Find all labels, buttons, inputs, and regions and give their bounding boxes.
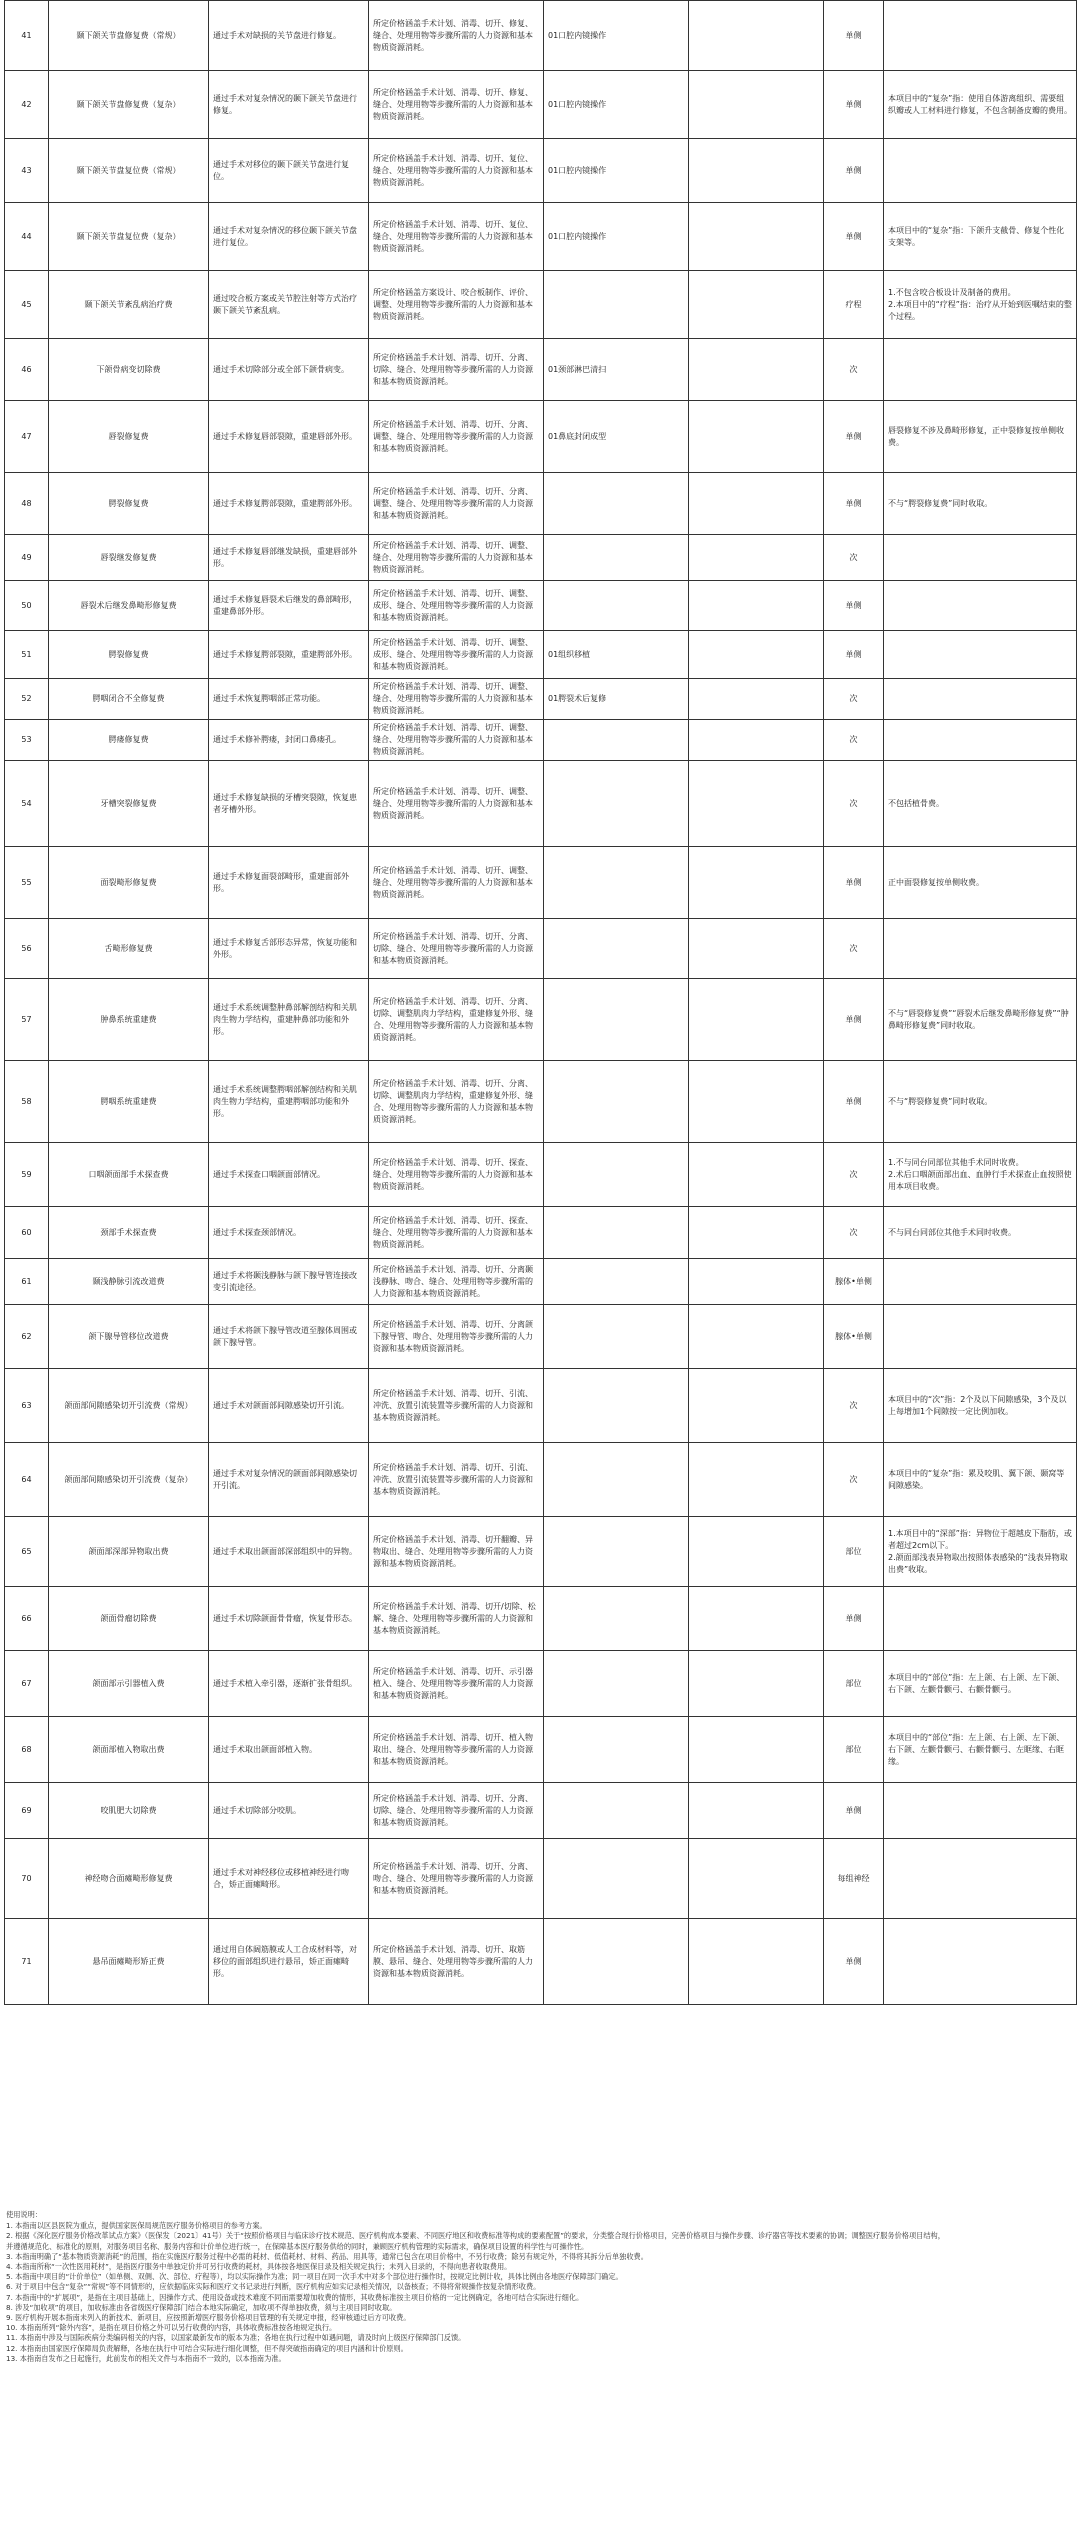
item-name: 腭瘘修复费 bbox=[49, 720, 209, 761]
table-row bbox=[5, 535, 1077, 581]
item-blank-cell bbox=[689, 1651, 824, 1717]
item-connotation: 通过手术探查颈部情况。 bbox=[209, 1207, 369, 1259]
item-content: 所定价格涵盖手术计划、消毒、切开、调整、缝合、处理用物等步骤所需的人力资源和基本物质资源消耗。 bbox=[369, 720, 544, 761]
item-blank-cell bbox=[689, 1717, 824, 1783]
table-row bbox=[5, 473, 1077, 535]
item-blank-cell bbox=[689, 1061, 824, 1143]
table-row bbox=[5, 761, 1077, 847]
item-content: 所定价格涵盖手术计划、消毒、切开、复位、缝合、处理用物等步骤所需的人力资源和基本物质资源消耗。 bbox=[369, 139, 544, 203]
item-blank-cell bbox=[689, 1, 824, 71]
item-content: 所定价格涵盖手术计划、消毒、切开、调整、成形、缝合、处理用物等步骤所需的人力资源和基本物质资源消耗。 bbox=[369, 581, 544, 631]
item-content: 所定价格涵盖手术计划、消毒、切开、修复、缝合、处理用物等步骤所需的人力资源和基本物质资源消耗。 bbox=[369, 71, 544, 139]
item-content: 所定价格涵盖手术计划、消毒、切开、分离、吻合、缝合、处理用物等步骤所需的人力资源和基本物质资源消耗。 bbox=[369, 1839, 544, 1919]
item-note bbox=[884, 919, 1077, 979]
note-line: 13. 本指南自发布之日起施行，此前发布的相关文件与本指南不一致的，以本指南为准。 bbox=[6, 2353, 286, 2363]
item-content: 所定价格涵盖手术计划、消毒、切开、植入物取出、缝合、处理用物等步骤所需的人力资源和基本物质资源消耗。 bbox=[369, 1717, 544, 1783]
item-unit: 次 bbox=[824, 1207, 884, 1259]
item-note: 本项目中的“复杂”指：下颌升支截骨、修复个性化支架等。 bbox=[884, 203, 1077, 271]
item-name: 颌面部间隙感染切开引流费（常规） bbox=[49, 1369, 209, 1443]
item-content: 所定价格涵盖手术计划、消毒、切开、引流、冲洗、放置引流装置等步骤所需的人力资源和基本物质资源消耗。 bbox=[369, 1369, 544, 1443]
item-connotation: 通过手术修复腭部裂隙，重建腭部外形。 bbox=[209, 473, 369, 535]
table-row bbox=[5, 1651, 1077, 1717]
item-note bbox=[884, 720, 1077, 761]
item-blank-cell bbox=[689, 1305, 824, 1369]
item-content: 所定价格涵盖手术计划、消毒、切开、分离、切除、缝合、处理用物等步骤所需的人力资源和基本物质资源消耗。 bbox=[369, 1783, 544, 1839]
item-name: 颞下颌关节盘修复费（复杂） bbox=[49, 71, 209, 139]
table-row bbox=[5, 1305, 1077, 1369]
usage-notes bbox=[6, 2210, 1070, 2364]
row-number: 70 bbox=[5, 1839, 49, 1919]
item-connotation: 通过手术修复腭部裂隙，重建腭部外形。 bbox=[209, 631, 369, 679]
item-connotation: 通过手术系统调整肿鼻部解剖结构和关肌肉生物力学结构，重建肿鼻部功能和外形。 bbox=[209, 979, 369, 1061]
item-note bbox=[884, 339, 1077, 401]
row-number: 41 bbox=[5, 1, 49, 71]
item-blank-cell bbox=[689, 720, 824, 761]
item-blank-cell bbox=[689, 473, 824, 535]
item-exclusion bbox=[544, 919, 689, 979]
item-exclusion bbox=[544, 1061, 689, 1143]
item-name: 牙槽突裂修复费 bbox=[49, 761, 209, 847]
item-exclusion bbox=[544, 1919, 689, 2005]
item-note bbox=[884, 1839, 1077, 1919]
row-number: 44 bbox=[5, 203, 49, 271]
item-exclusion bbox=[544, 535, 689, 581]
item-exclusion: 01口腔内镜操作 bbox=[544, 71, 689, 139]
item-exclusion: 01口腔内镜操作 bbox=[544, 203, 689, 271]
item-connotation: 通过手术系统调整腭咽部解剖结构和关肌肉生物力学结构，重建腭咽部功能和外形。 bbox=[209, 1061, 369, 1143]
item-note: 1.本项目中的“深部”指：异物位于超越皮下脂肪，或者超过2cm以下。 2.颌面部浅表异物取出按照体表感染的“浅表异物取出费”收取。 bbox=[884, 1517, 1077, 1587]
table-row bbox=[5, 847, 1077, 919]
item-exclusion bbox=[544, 979, 689, 1061]
item-exclusion bbox=[544, 1717, 689, 1783]
row-number: 46 bbox=[5, 339, 49, 401]
item-unit: 疗程 bbox=[824, 271, 884, 339]
item-connotation: 通过手术切除部分或全部下颌骨病变。 bbox=[209, 339, 369, 401]
item-connotation: 通过手术修复唇部裂隙，重建唇部外形。 bbox=[209, 401, 369, 473]
item-note: 不与“唇裂修复费”“唇裂术后继发鼻畸形修复费”“肿鼻畸形修复费”同时收取。 bbox=[884, 979, 1077, 1061]
item-exclusion bbox=[544, 1369, 689, 1443]
row-number: 56 bbox=[5, 919, 49, 979]
item-note bbox=[884, 1587, 1077, 1651]
table-row bbox=[5, 271, 1077, 339]
table-row bbox=[5, 919, 1077, 979]
table-row bbox=[5, 679, 1077, 720]
item-unit: 腺体•单侧 bbox=[824, 1259, 884, 1305]
table-row bbox=[5, 1717, 1077, 1783]
item-note bbox=[884, 1259, 1077, 1305]
item-name: 颈部手术探查费 bbox=[49, 1207, 209, 1259]
item-blank-cell bbox=[689, 271, 824, 339]
item-connotation: 通过手术修复唇部继发缺损，重建唇部外形。 bbox=[209, 535, 369, 581]
row-number: 65 bbox=[5, 1517, 49, 1587]
item-name: 颞下颌关节紊乱病治疗费 bbox=[49, 271, 209, 339]
item-unit: 单侧 bbox=[824, 71, 884, 139]
item-note: 本项目中的“复杂”指：使用自体游离组织、需要组织瓣或人工材料进行修复，不包含制备皮瓣的费用。 bbox=[884, 71, 1077, 139]
item-content: 所定价格涵盖手术计划、消毒、切开、分离颞浅静脉、吻合、缝合、处理用物等步骤所需的人力资源和基本物质资源消耗。 bbox=[369, 1259, 544, 1305]
item-connotation: 通过手术切除颌面骨骨瘤，恢复骨形态。 bbox=[209, 1587, 369, 1651]
table-row bbox=[5, 720, 1077, 761]
row-number: 42 bbox=[5, 71, 49, 139]
item-connotation: 通过手术对复杂情况的移位颞下颌关节盘进行复位。 bbox=[209, 203, 369, 271]
item-unit: 次 bbox=[824, 535, 884, 581]
item-unit: 单侧 bbox=[824, 581, 884, 631]
item-unit: 部位 bbox=[824, 1717, 884, 1783]
table-row bbox=[5, 1783, 1077, 1839]
table-row bbox=[5, 1919, 1077, 2005]
item-exclusion bbox=[544, 473, 689, 535]
item-blank-cell bbox=[689, 919, 824, 979]
item-name: 口咽颌面部手术探查费 bbox=[49, 1143, 209, 1207]
item-connotation: 通过手术取出颌面部植入物。 bbox=[209, 1717, 369, 1783]
item-name: 悬吊面瘫畸形矫正费 bbox=[49, 1919, 209, 2005]
item-note: 不与“腭裂修复费”同时收取。 bbox=[884, 1061, 1077, 1143]
item-connotation: 通过手术对颌面部间隙感染切开引流。 bbox=[209, 1369, 369, 1443]
item-unit: 单侧 bbox=[824, 1587, 884, 1651]
item-blank-cell bbox=[689, 979, 824, 1061]
table-row bbox=[5, 1587, 1077, 1651]
row-number: 52 bbox=[5, 679, 49, 720]
item-note: 不与同台同部位其他手术同时收费。 bbox=[884, 1207, 1077, 1259]
item-name: 颞下颌关节盘修复费（常规） bbox=[49, 1, 209, 71]
item-name: 颌面部深部异物取出费 bbox=[49, 1517, 209, 1587]
item-unit: 单侧 bbox=[824, 1061, 884, 1143]
item-unit: 次 bbox=[824, 339, 884, 401]
item-unit: 单侧 bbox=[824, 139, 884, 203]
note-line: 5. 本指南中项目的“计价单位”（如单侧、双侧、次、部位、疗程等），均以实际操作为准；同一项目在同一次手术中对多个部位进行操作时，按规定比例计收，具体比例由各地医疗保障部门确定。 bbox=[6, 2272, 623, 2282]
item-content: 所定价格涵盖手术计划、消毒、切开、调整、成形、缝合、处理用物等步骤所需的人力资源和基本物质资源消耗。 bbox=[369, 631, 544, 679]
item-unit: 单侧 bbox=[824, 473, 884, 535]
item-note bbox=[884, 1919, 1077, 2005]
item-connotation: 通过手术修复舌部形态异常，恢复功能和外形。 bbox=[209, 919, 369, 979]
item-name: 下颌骨病变切除费 bbox=[49, 339, 209, 401]
item-unit: 单侧 bbox=[824, 1919, 884, 2005]
item-name: 颌面部植入物取出费 bbox=[49, 1717, 209, 1783]
row-number: 62 bbox=[5, 1305, 49, 1369]
row-number: 54 bbox=[5, 761, 49, 847]
item-content: 所定价格涵盖手术计划、消毒、切开、引流、冲洗、放置引流装置等步骤所需的人力资源和基本物质资源消耗。 bbox=[369, 1443, 544, 1517]
table-row bbox=[5, 1443, 1077, 1517]
row-number: 61 bbox=[5, 1259, 49, 1305]
item-exclusion: 01颈部淋巴清扫 bbox=[544, 339, 689, 401]
item-connotation: 通过手术修复面裂部畸形，重建面部外形。 bbox=[209, 847, 369, 919]
table-row bbox=[5, 1839, 1077, 1919]
item-exclusion bbox=[544, 1517, 689, 1587]
item-content: 所定价格涵盖手术计划、消毒、切开、示引器植入、缝合、处理用物等步骤所需的人力资源和基本物质资源消耗。 bbox=[369, 1651, 544, 1717]
table-row bbox=[5, 1, 1077, 71]
note-line: 11. 本指南中涉及与国际疾病分类编码相关的内容，以国家最新发布的版本为准；各地在执行过程中如遇问题，请及时向上级医疗保障部门反馈。 bbox=[6, 2333, 466, 2343]
item-unit: 次 bbox=[824, 761, 884, 847]
row-number: 58 bbox=[5, 1061, 49, 1143]
item-exclusion bbox=[544, 271, 689, 339]
item-name: 腭咽系统重建费 bbox=[49, 1061, 209, 1143]
item-connotation: 通过手术对移位的颞下颌关节盘进行复位。 bbox=[209, 139, 369, 203]
item-blank-cell bbox=[689, 1783, 824, 1839]
row-number: 59 bbox=[5, 1143, 49, 1207]
item-exclusion bbox=[544, 1259, 689, 1305]
item-content: 所定价格涵盖手术计划、消毒、切开、调整、缝合、处理用物等步骤所需的人力资源和基本物质资源消耗。 bbox=[369, 679, 544, 720]
item-exclusion bbox=[544, 1651, 689, 1717]
item-unit: 单侧 bbox=[824, 631, 884, 679]
item-content: 所定价格涵盖手术计划、消毒、切开、分离、调整、缝合、处理用物等步骤所需的人力资源和基本物质资源消耗。 bbox=[369, 473, 544, 535]
item-connotation: 通过手术将颞浅静脉与颌下腺导管连接改变引流途径。 bbox=[209, 1259, 369, 1305]
item-note bbox=[884, 139, 1077, 203]
item-content: 所定价格涵盖手术计划、消毒、切开翻瓣、异物取出、缝合、处理用物等步骤所需的人力资源和基本物质资源消耗。 bbox=[369, 1517, 544, 1587]
item-blank-cell bbox=[689, 761, 824, 847]
note-line: 并遵循规范化、标准化的原则，对服务项目名称、服务内容和计价单位进行统一，在保障基本医疗服务供给的同时，兼顾医疗机构管理的实际需求，确保项目设置的科学性与可操作性。 bbox=[6, 2241, 589, 2251]
table-row bbox=[5, 71, 1077, 139]
row-number: 49 bbox=[5, 535, 49, 581]
item-exclusion: 01腭裂术后复修 bbox=[544, 679, 689, 720]
item-unit: 单侧 bbox=[824, 847, 884, 919]
item-content: 所定价格涵盖手术计划、消毒、切开、探查、缝合、处理用物等步骤所需的人力资源和基本物质资源消耗。 bbox=[369, 1207, 544, 1259]
item-unit: 次 bbox=[824, 1369, 884, 1443]
item-connotation: 通过手术对复杂情况的颞下颌关节盘进行修复。 bbox=[209, 71, 369, 139]
item-blank-cell bbox=[689, 581, 824, 631]
item-unit: 次 bbox=[824, 679, 884, 720]
item-name: 颌下腺导管移位改道费 bbox=[49, 1305, 209, 1369]
item-unit: 次 bbox=[824, 919, 884, 979]
row-number: 66 bbox=[5, 1587, 49, 1651]
item-connotation: 通过手术对复杂情况的颌面部间隙感染切开引流。 bbox=[209, 1443, 369, 1517]
item-exclusion bbox=[544, 761, 689, 847]
item-unit: 次 bbox=[824, 1443, 884, 1517]
row-number: 55 bbox=[5, 847, 49, 919]
table-row bbox=[5, 1517, 1077, 1587]
note-line: 3. 本指南明确了“基本物质资源消耗”的范围，指在实施医疗服务过程中必需的耗材、低值耗材、材料、药品、用具等，通常已包含在项目价格中，不另行收费；除另有规定外，不得将其拆分后单独收费。 bbox=[6, 2251, 648, 2261]
item-name: 神经吻合面瘫畸形修复费 bbox=[49, 1839, 209, 1919]
item-unit: 单侧 bbox=[824, 979, 884, 1061]
row-number: 71 bbox=[5, 1919, 49, 2005]
item-unit: 单侧 bbox=[824, 1783, 884, 1839]
item-blank-cell bbox=[689, 203, 824, 271]
item-note bbox=[884, 631, 1077, 679]
item-blank-cell bbox=[689, 1919, 824, 2005]
item-note bbox=[884, 581, 1077, 631]
item-exclusion bbox=[544, 1839, 689, 1919]
item-content: 所定价格涵盖手术计划、消毒、切开、分离颌下腺导管、吻合、处理用物等步骤所需的人力资源和基本物质资源消耗。 bbox=[369, 1305, 544, 1369]
item-blank-cell bbox=[689, 631, 824, 679]
item-name: 颞下颌关节盘复位费（常规） bbox=[49, 139, 209, 203]
row-number: 63 bbox=[5, 1369, 49, 1443]
row-number: 51 bbox=[5, 631, 49, 679]
item-exclusion bbox=[544, 720, 689, 761]
table-row bbox=[5, 1061, 1077, 1143]
item-connotation: 通过手术探查口咽颌面部情况。 bbox=[209, 1143, 369, 1207]
item-note bbox=[884, 679, 1077, 720]
item-connotation: 通过用自体阔筋膜或人工合成材料等，对移位的面部组织进行悬吊，矫正面瘫畸形。 bbox=[209, 1919, 369, 2005]
item-content: 所定价格涵盖手术计划、消毒、切开、探查、缝合、处理用物等步骤所需的人力资源和基本物质资源消耗。 bbox=[369, 1143, 544, 1207]
item-unit: 单侧 bbox=[824, 1, 884, 71]
item-name: 唇裂继发修复费 bbox=[49, 535, 209, 581]
item-name: 唇裂修复费 bbox=[49, 401, 209, 473]
note-line: 6. 对于项目中包含“复杂”“常规”等不同情形的，应依据临床实际和医疗文书记录进行判断，医疗机构应如实记录相关情况，以备核查；不得将常规操作按复杂情形收费。 bbox=[6, 2282, 541, 2292]
item-content: 所定价格涵盖手术计划、消毒、切开、复位、缝合、处理用物等步骤所需的人力资源和基本物质资源消耗。 bbox=[369, 203, 544, 271]
price-item-table bbox=[4, 0, 1077, 2005]
row-number: 48 bbox=[5, 473, 49, 535]
item-content: 所定价格涵盖手术计划、消毒、切开、调整、缝合、处理用物等步骤所需的人力资源和基本物质资源消耗。 bbox=[369, 847, 544, 919]
item-note: 本项目中的“部位”指：左上颌、右上颌、左下颌、右下颌、左颧骨颧弓、右颧骨颧弓。 bbox=[884, 1651, 1077, 1717]
price-item-table-area bbox=[4, 0, 1076, 2005]
row-number: 53 bbox=[5, 720, 49, 761]
item-content: 所定价格涵盖手术计划、消毒、切开、分离、切除、调整肌肉力学结构，重建修复外形、缝合、处理用物等步骤所需的人力资源和基本物质资源消耗。 bbox=[369, 979, 544, 1061]
item-content: 所定价格涵盖手术计划、消毒、切开、分离、切除、调整肌肉力学结构，重建修复外形、缝合、处理用物等步骤所需的人力资源和基本物质资源消耗。 bbox=[369, 1061, 544, 1143]
table-row bbox=[5, 203, 1077, 271]
item-blank-cell bbox=[689, 71, 824, 139]
table-row bbox=[5, 1207, 1077, 1259]
item-blank-cell bbox=[689, 1143, 824, 1207]
item-content: 所定价格涵盖手术计划、消毒、切开、分离、调整、缝合、处理用物等步骤所需的人力资源和基本物质资源消耗。 bbox=[369, 401, 544, 473]
row-number: 68 bbox=[5, 1717, 49, 1783]
item-note: 唇裂修复不涉及鼻畸形修复，正中裂修复按单侧收费。 bbox=[884, 401, 1077, 473]
row-number: 60 bbox=[5, 1207, 49, 1259]
item-note bbox=[884, 535, 1077, 581]
row-number: 50 bbox=[5, 581, 49, 631]
item-name: 腭咽闭合不全修复费 bbox=[49, 679, 209, 720]
table-row bbox=[5, 631, 1077, 679]
note-line: 2. 根据《深化医疗服务价格改革试点方案》（医保发〔2021〕41号）关于“按照价格项目与临床诊疗技术规范、医疗机构成本要素、不同医疗地区和收费标准等构成的要素配置”的要求，分类整合现行价格项目，完善价格项目与操作步骤、诊疗器官等技术要素的协调；调整医疗服务价格项目结构， bbox=[6, 2231, 945, 2241]
item-unit: 次 bbox=[824, 1143, 884, 1207]
row-number: 47 bbox=[5, 401, 49, 473]
row-number: 43 bbox=[5, 139, 49, 203]
table-row bbox=[5, 401, 1077, 473]
table-row bbox=[5, 1143, 1077, 1207]
item-content: 所定价格涵盖手术计划、消毒、切开、分离、切除、缝合、处理用物等步骤所需的人力资源和基本物质资源消耗。 bbox=[369, 339, 544, 401]
item-connotation: 通过手术对缺损的关节盘进行修复。 bbox=[209, 1, 369, 71]
row-number: 57 bbox=[5, 979, 49, 1061]
item-exclusion bbox=[544, 1143, 689, 1207]
item-unit: 单侧 bbox=[824, 203, 884, 271]
item-content: 所定价格涵盖手术计划、消毒、切开、分离、切除、缝合、处理用物等步骤所需的人力资源和基本物质资源消耗。 bbox=[369, 919, 544, 979]
item-note: 不与“腭裂修复费”同时收取。 bbox=[884, 473, 1077, 535]
item-blank-cell bbox=[689, 1839, 824, 1919]
item-note bbox=[884, 1783, 1077, 1839]
row-number: 64 bbox=[5, 1443, 49, 1517]
item-connotation: 通过手术植入牵引器，逐渐扩张骨组织。 bbox=[209, 1651, 369, 1717]
notes-list bbox=[6, 2221, 1070, 2364]
item-name: 颞下颌关节盘复位费（复杂） bbox=[49, 203, 209, 271]
item-blank-cell bbox=[689, 339, 824, 401]
table-row bbox=[5, 1369, 1077, 1443]
notes-title: 使用说明： bbox=[6, 2210, 42, 2219]
item-content: 所定价格涵盖手术计划、消毒、切开/切除、松解、缝合、处理用物等步骤所需的人力资源和基本物质资源消耗。 bbox=[369, 1587, 544, 1651]
item-content: 所定价格涵盖手术计划、消毒、切开、调整、缝合、处理用物等步骤所需的人力资源和基本物质资源消耗。 bbox=[369, 535, 544, 581]
item-connotation: 通过手术取出颌面部深部组织中的异物。 bbox=[209, 1517, 369, 1587]
item-exclusion bbox=[544, 1305, 689, 1369]
table-row bbox=[5, 139, 1077, 203]
item-unit: 腺体•单侧 bbox=[824, 1305, 884, 1369]
item-exclusion bbox=[544, 1207, 689, 1259]
item-name: 舌畸形修复费 bbox=[49, 919, 209, 979]
item-content: 所定价格涵盖方案设计、咬合板制作、评价、调整、处理用物等步骤所需的人力资源和基本物质资源消耗。 bbox=[369, 271, 544, 339]
item-unit: 每组神经 bbox=[824, 1839, 884, 1919]
item-blank-cell bbox=[689, 1443, 824, 1517]
item-name: 颌面部间隙感染切开引流费（复杂） bbox=[49, 1443, 209, 1517]
item-blank-cell bbox=[689, 1259, 824, 1305]
note-line: 12. 本指南由国家医疗保障局负责解释，各地在执行中可结合实际进行细化调整，但不得突破指南确定的项目内涵和计价原则。 bbox=[6, 2343, 408, 2353]
item-unit: 部位 bbox=[824, 1517, 884, 1587]
item-content: 所定价格涵盖手术计划、消毒、切开、修复、缝合、处理用物等步骤所需的人力资源和基本物质资源消耗。 bbox=[369, 1, 544, 71]
row-number: 45 bbox=[5, 271, 49, 339]
item-connotation: 通过咬合板方案或关节腔注射等方式治疗颞下颌关节紊乱病。 bbox=[209, 271, 369, 339]
item-connotation: 通过手术将颌下腺导管改道至腺体周围或颌下腺导管。 bbox=[209, 1305, 369, 1369]
item-blank-cell bbox=[689, 1587, 824, 1651]
item-connotation: 通过手术修补腭瘘，封闭口鼻瘘孔。 bbox=[209, 720, 369, 761]
note-line: 10. 本指南所列“除外内容”，是指在项目价格之外可以另行收费的内容，具体收费标准按各地规定执行。 bbox=[6, 2323, 337, 2333]
item-connotation: 通过手术对神经移位或移植神经进行吻合，矫正面瘫畸形。 bbox=[209, 1839, 369, 1919]
item-unit: 次 bbox=[824, 720, 884, 761]
item-exclusion bbox=[544, 581, 689, 631]
item-exclusion: 01口腔内镜操作 bbox=[544, 139, 689, 203]
item-note: 本项目中的“复杂”指：累及咬肌、翼下颌、颞窝等间隙感染。 bbox=[884, 1443, 1077, 1517]
table-row bbox=[5, 581, 1077, 631]
note-line: 7. 本指南中的“扩展项”，是指在主项目基础上，因操作方式、使用设备或技术难度不同而需要增加收费的情形，其收费标准按主项目价格的一定比例确定，各地可结合实际进行细化。 bbox=[6, 2292, 584, 2302]
item-blank-cell bbox=[689, 401, 824, 473]
item-note: 正中面裂修复按单侧收费。 bbox=[884, 847, 1077, 919]
item-blank-cell bbox=[689, 1207, 824, 1259]
table-row bbox=[5, 339, 1077, 401]
note-line: 9. 医疗机构开展本指南未列入的新技术、新项目，应按照新增医疗服务价格项目管理的有关规定申报，经审核通过后方可收费。 bbox=[6, 2313, 411, 2323]
item-connotation: 通过手术恢复腭咽部正常功能。 bbox=[209, 679, 369, 720]
item-content: 所定价格涵盖手术计划、消毒、切开、调整、缝合、处理用物等步骤所需的人力资源和基本物质资源消耗。 bbox=[369, 761, 544, 847]
item-blank-cell bbox=[689, 847, 824, 919]
item-exclusion: 01鼻底封闭成型 bbox=[544, 401, 689, 473]
item-note: 不包括植骨费。 bbox=[884, 761, 1077, 847]
item-note: 本项目中的“部位”指：左上颌、右上颌、左下颌、右下颌、左颧骨颧弓、右颧骨颧弓、左眶缘、右眶缘。 bbox=[884, 1717, 1077, 1783]
item-unit: 单侧 bbox=[824, 401, 884, 473]
item-name: 唇裂术后继发鼻畸形修复费 bbox=[49, 581, 209, 631]
item-exclusion bbox=[544, 847, 689, 919]
item-name: 腭裂修复费 bbox=[49, 473, 209, 535]
item-note bbox=[884, 1, 1077, 71]
item-note: 1.不与同台同部位其他手术同时收费。 2.术后口咽颌面部出血、血肿行手术探查止血按照使用本项目收费。 bbox=[884, 1143, 1077, 1207]
item-name: 咬肌肥大切除费 bbox=[49, 1783, 209, 1839]
note-line: 4. 本指南所称“一次性医用耗材”，是指医疗服务中单独定价并可另行收费的耗材，具体按各地医保目录及相关规定执行；未列入目录的，不得向患者收取费用。 bbox=[6, 2262, 512, 2272]
item-blank-cell bbox=[689, 1369, 824, 1443]
item-name: 颞浅静脉引流改道费 bbox=[49, 1259, 209, 1305]
item-unit: 部位 bbox=[824, 1651, 884, 1717]
item-name: 腭裂修复费 bbox=[49, 631, 209, 679]
item-name: 颌面部示引器植入费 bbox=[49, 1651, 209, 1717]
item-blank-cell bbox=[689, 679, 824, 720]
item-connotation: 通过手术修复唇裂术后继发的鼻部畸形，重建鼻部外形。 bbox=[209, 581, 369, 631]
item-connotation: 通过手术修复缺损的牙槽突裂隙，恢复患者牙槽外形。 bbox=[209, 761, 369, 847]
table-row bbox=[5, 1259, 1077, 1305]
item-note: 1.不包含咬合板设计及制备的费用。 2.本项目中的“疗程”指：治疗从开始到医嘱结束的整个过程。 bbox=[884, 271, 1077, 339]
item-content: 所定价格涵盖手术计划、消毒、切开、取筋膜、悬吊、缝合、处理用物等步骤所需的人力资源和基本物质资源消耗。 bbox=[369, 1919, 544, 2005]
item-exclusion bbox=[544, 1587, 689, 1651]
item-blank-cell bbox=[689, 535, 824, 581]
table-row bbox=[5, 979, 1077, 1061]
item-name: 面裂畸形修复费 bbox=[49, 847, 209, 919]
item-connotation: 通过手术切除部分咬肌。 bbox=[209, 1783, 369, 1839]
item-blank-cell bbox=[689, 1517, 824, 1587]
item-note bbox=[884, 1305, 1077, 1369]
item-exclusion bbox=[544, 1783, 689, 1839]
item-exclusion bbox=[544, 1443, 689, 1517]
item-exclusion: 01口腔内镜操作 bbox=[544, 1, 689, 71]
item-note: 本项目中的“次”指：2个及以下间隙感染，3个及以上每增加1个间隙按一定比例加收。 bbox=[884, 1369, 1077, 1443]
item-name: 肿鼻系统重建费 bbox=[49, 979, 209, 1061]
item-blank-cell bbox=[689, 139, 824, 203]
item-exclusion: 01组织移植 bbox=[544, 631, 689, 679]
row-number: 67 bbox=[5, 1651, 49, 1717]
row-number: 69 bbox=[5, 1783, 49, 1839]
note-line: 8. 涉及“加收项”的项目，加收标准由各省级医疗保障部门结合本地实际确定，加收项不得单独收费，须与主项目同时收取。 bbox=[6, 2302, 397, 2312]
note-line: 1. 本指南以区县医院为重点，提供国家医保局规范医疗服务价格项目的参考方案。 bbox=[6, 2221, 267, 2231]
item-name: 颌面骨瘤切除费 bbox=[49, 1587, 209, 1651]
